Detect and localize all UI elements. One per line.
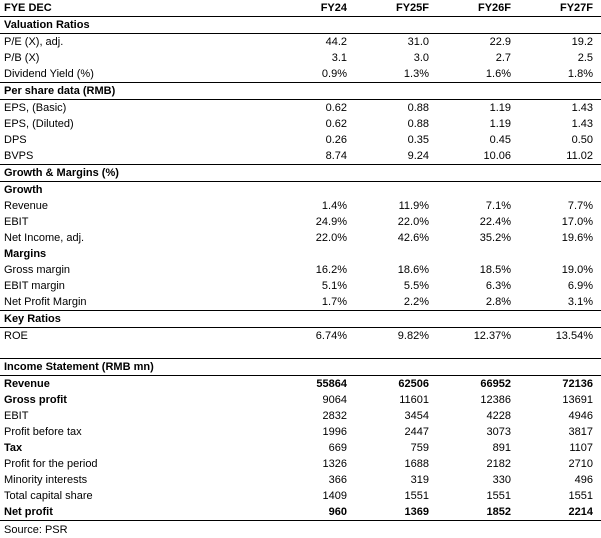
cell-value: 1.19 bbox=[489, 102, 511, 114]
cell-value: 0.62 bbox=[325, 102, 347, 114]
row-label: Dividend Yield (%) bbox=[4, 68, 94, 80]
table-row bbox=[0, 440, 601, 456]
cell-value bbox=[265, 182, 347, 199]
row-label: Gross profit bbox=[4, 393, 67, 406]
table-row bbox=[0, 34, 601, 51]
cell-value: 496 bbox=[574, 473, 593, 486]
cell-value: 19.6% bbox=[561, 232, 593, 244]
row-label: Revenue bbox=[4, 377, 50, 390]
row-label: Tax bbox=[4, 441, 23, 454]
cell-value: 9.24 bbox=[407, 150, 429, 162]
cell-value: 22.9 bbox=[489, 36, 511, 48]
cell-value: 319 bbox=[410, 473, 429, 486]
cell-value: 3.0 bbox=[413, 52, 429, 64]
cell-value: 759 bbox=[410, 441, 429, 454]
cell-value: 0.26 bbox=[325, 134, 347, 146]
cell-value: 1551 bbox=[404, 489, 429, 502]
table-row bbox=[0, 472, 601, 488]
cell-value: 11.9% bbox=[398, 200, 429, 212]
cell-value: 13691 bbox=[562, 393, 593, 406]
cell-value: 4946 bbox=[568, 409, 593, 422]
cell-value: 1.4% bbox=[321, 200, 347, 212]
cell-value: 0.88 bbox=[407, 102, 429, 114]
cell-value: 1996 bbox=[322, 425, 347, 438]
section-title: Valuation Ratios bbox=[0, 17, 601, 34]
cell-value: 366 bbox=[328, 473, 347, 486]
cell-value: 18.6% bbox=[397, 264, 429, 276]
cell-value: 0.50 bbox=[571, 134, 593, 146]
cell-value bbox=[429, 246, 511, 262]
cell-value: 10.06 bbox=[483, 150, 511, 162]
cell-value: 8.74 bbox=[325, 150, 347, 162]
cell-value: 5.1% bbox=[321, 280, 347, 292]
cell-value bbox=[511, 246, 601, 262]
row-label: P/E (X), adj. bbox=[4, 36, 64, 48]
row-label: EBIT bbox=[4, 409, 29, 422]
row-label: EBIT margin bbox=[4, 280, 65, 292]
cell-value bbox=[429, 182, 511, 199]
table-row bbox=[0, 246, 601, 262]
section-header-row bbox=[0, 311, 601, 328]
section-title: Income Statement (RMB mn) bbox=[0, 358, 601, 375]
row-label: EPS, (Diluted) bbox=[4, 118, 74, 130]
row-label: Net profit bbox=[0, 504, 265, 521]
table-row bbox=[0, 100, 601, 117]
table-row bbox=[0, 198, 601, 214]
cell-value: 0.9% bbox=[321, 68, 347, 80]
table-row bbox=[0, 230, 601, 246]
section-header-row bbox=[0, 165, 601, 182]
source-note: Source: PSR bbox=[4, 523, 68, 536]
cell-value: 44.2 bbox=[325, 36, 347, 48]
cell-value: 960 bbox=[265, 504, 347, 521]
row-label: BVPS bbox=[4, 150, 34, 162]
cell-value: 2447 bbox=[404, 425, 429, 438]
column-header-fy25f: FY25F bbox=[347, 0, 429, 17]
table-row bbox=[0, 375, 601, 392]
cell-value: 1.43 bbox=[571, 118, 593, 130]
section-header-row bbox=[0, 17, 601, 34]
table-row bbox=[0, 328, 601, 345]
cell-value: 7.1% bbox=[485, 200, 511, 212]
table-row bbox=[0, 488, 601, 504]
cell-value: 1107 bbox=[569, 441, 593, 454]
table-row bbox=[0, 116, 601, 132]
cell-value: 2.2% bbox=[403, 296, 429, 308]
cell-value: 1.19 bbox=[489, 118, 511, 130]
cell-value: 1852 bbox=[429, 504, 511, 521]
table-row bbox=[0, 148, 601, 165]
row-label: EBIT bbox=[4, 216, 29, 228]
cell-value: 2.5 bbox=[577, 52, 593, 64]
cell-value: 0.45 bbox=[489, 134, 511, 146]
cell-value: 2.7 bbox=[495, 52, 511, 64]
row-label: Net Profit Margin bbox=[4, 296, 87, 308]
cell-value: 18.5% bbox=[479, 264, 511, 276]
cell-value bbox=[347, 246, 429, 262]
row-label: Profit before tax bbox=[4, 425, 82, 438]
cell-value: 6.74% bbox=[315, 330, 347, 342]
cell-value: 66952 bbox=[480, 377, 511, 390]
cell-value: 19.0% bbox=[561, 264, 593, 276]
cell-value: 11601 bbox=[399, 393, 429, 406]
table-row bbox=[0, 182, 601, 199]
cell-value bbox=[265, 246, 347, 262]
section-header-row bbox=[0, 358, 601, 375]
cell-value: 1.8% bbox=[567, 68, 593, 80]
cell-value bbox=[347, 182, 429, 199]
cell-value: 0.62 bbox=[325, 118, 347, 130]
cell-value: 55864 bbox=[316, 377, 347, 390]
cell-value: 1551 bbox=[486, 489, 511, 502]
row-label: Net Income, adj. bbox=[4, 232, 85, 244]
table-row bbox=[0, 66, 601, 83]
cell-value: 22.4% bbox=[479, 216, 511, 228]
cell-value: 1688 bbox=[404, 457, 429, 470]
row-label: ROE bbox=[4, 330, 28, 342]
cell-value: 9064 bbox=[322, 393, 347, 406]
cell-value: 5.5% bbox=[403, 280, 429, 292]
cell-value: 1.3% bbox=[403, 68, 429, 80]
cell-value: 2710 bbox=[568, 457, 593, 470]
cell-value: 669 bbox=[328, 441, 347, 454]
column-header-fy26f: FY26F bbox=[429, 0, 511, 17]
cell-value: 4228 bbox=[486, 409, 511, 422]
row-label: Profit for the period bbox=[4, 457, 98, 470]
cell-value: 1.43 bbox=[571, 102, 593, 114]
cell-value bbox=[511, 182, 601, 199]
cell-value: 17.0% bbox=[561, 216, 593, 228]
cell-value: 330 bbox=[492, 473, 511, 486]
section-title: Per share data (RMB) bbox=[0, 83, 601, 100]
cell-value: 13.54% bbox=[555, 330, 593, 342]
cell-value: 1.6% bbox=[485, 68, 511, 80]
cell-value: 31.0 bbox=[407, 36, 429, 48]
table-row bbox=[0, 132, 601, 148]
section-title: Growth & Margins (%) bbox=[0, 165, 601, 182]
cell-value: 6.3% bbox=[485, 280, 511, 292]
table-row bbox=[0, 504, 601, 521]
cell-value: 3.1% bbox=[567, 296, 593, 308]
cell-value: 42.6% bbox=[397, 232, 429, 244]
table-row bbox=[0, 262, 601, 278]
cell-value: 22.0% bbox=[397, 216, 429, 228]
section-header-row bbox=[0, 83, 601, 100]
table-row bbox=[0, 392, 601, 408]
column-header-fy24: FY24 bbox=[265, 0, 347, 17]
table-row bbox=[0, 294, 601, 311]
cell-value: 891 bbox=[492, 441, 511, 454]
cell-value: 1.7% bbox=[321, 296, 347, 308]
cell-value: 7.7% bbox=[567, 200, 593, 212]
cell-value: 1409 bbox=[322, 489, 347, 502]
row-label: Growth bbox=[4, 184, 43, 196]
table-row bbox=[0, 278, 601, 294]
table-row bbox=[0, 50, 601, 66]
cell-value: 6.9% bbox=[567, 280, 593, 292]
cell-value: 0.88 bbox=[407, 118, 429, 130]
cell-value: 2182 bbox=[486, 457, 511, 470]
cell-value: 72136 bbox=[562, 377, 593, 390]
table-row bbox=[0, 456, 601, 472]
column-header-fy27f: FY27F bbox=[511, 0, 601, 17]
cell-value: 62506 bbox=[398, 377, 429, 390]
cell-value: 35.2% bbox=[479, 232, 511, 244]
row-label: Margins bbox=[4, 248, 47, 260]
row-label: Revenue bbox=[4, 200, 49, 212]
cell-value: 2832 bbox=[322, 409, 347, 422]
cell-value: 22.0% bbox=[315, 232, 347, 244]
row-label: EPS, (Basic) bbox=[4, 102, 67, 114]
cell-value: 1551 bbox=[568, 489, 593, 502]
cell-value: 3.1 bbox=[331, 52, 347, 64]
cell-value: 12.37% bbox=[473, 330, 511, 342]
section-gap bbox=[0, 344, 601, 358]
table-header-row bbox=[0, 0, 601, 17]
table-row bbox=[0, 424, 601, 440]
row-label: Gross margin bbox=[4, 264, 71, 276]
cell-value: 0.35 bbox=[407, 134, 429, 146]
section-title: Key Ratios bbox=[0, 311, 601, 328]
cell-value: 2.8% bbox=[485, 296, 511, 308]
row-label: Total capital share bbox=[4, 489, 93, 502]
cell-value: 11.02 bbox=[566, 150, 593, 162]
row-label: P/B (X) bbox=[4, 52, 40, 64]
cell-value: 2214 bbox=[511, 504, 601, 521]
cell-value: 24.9% bbox=[315, 216, 347, 228]
cell-value: 12386 bbox=[480, 393, 511, 406]
cell-value: 19.2 bbox=[571, 36, 593, 48]
table-row bbox=[0, 408, 601, 424]
section-gap-cell bbox=[0, 344, 601, 358]
column-header-fye-dec: FYE DEC bbox=[0, 0, 265, 17]
cell-value: 3073 bbox=[486, 425, 511, 438]
cell-value: 3817 bbox=[568, 425, 593, 438]
table-row bbox=[0, 214, 601, 230]
cell-value: 1326 bbox=[322, 457, 347, 470]
cell-value: 1369 bbox=[347, 504, 429, 521]
row-label: Minority interests bbox=[4, 473, 88, 486]
cell-value: 16.2% bbox=[315, 264, 347, 276]
cell-value: 9.82% bbox=[397, 330, 429, 342]
row-label: DPS bbox=[4, 134, 27, 146]
cell-value: 3454 bbox=[404, 409, 429, 422]
